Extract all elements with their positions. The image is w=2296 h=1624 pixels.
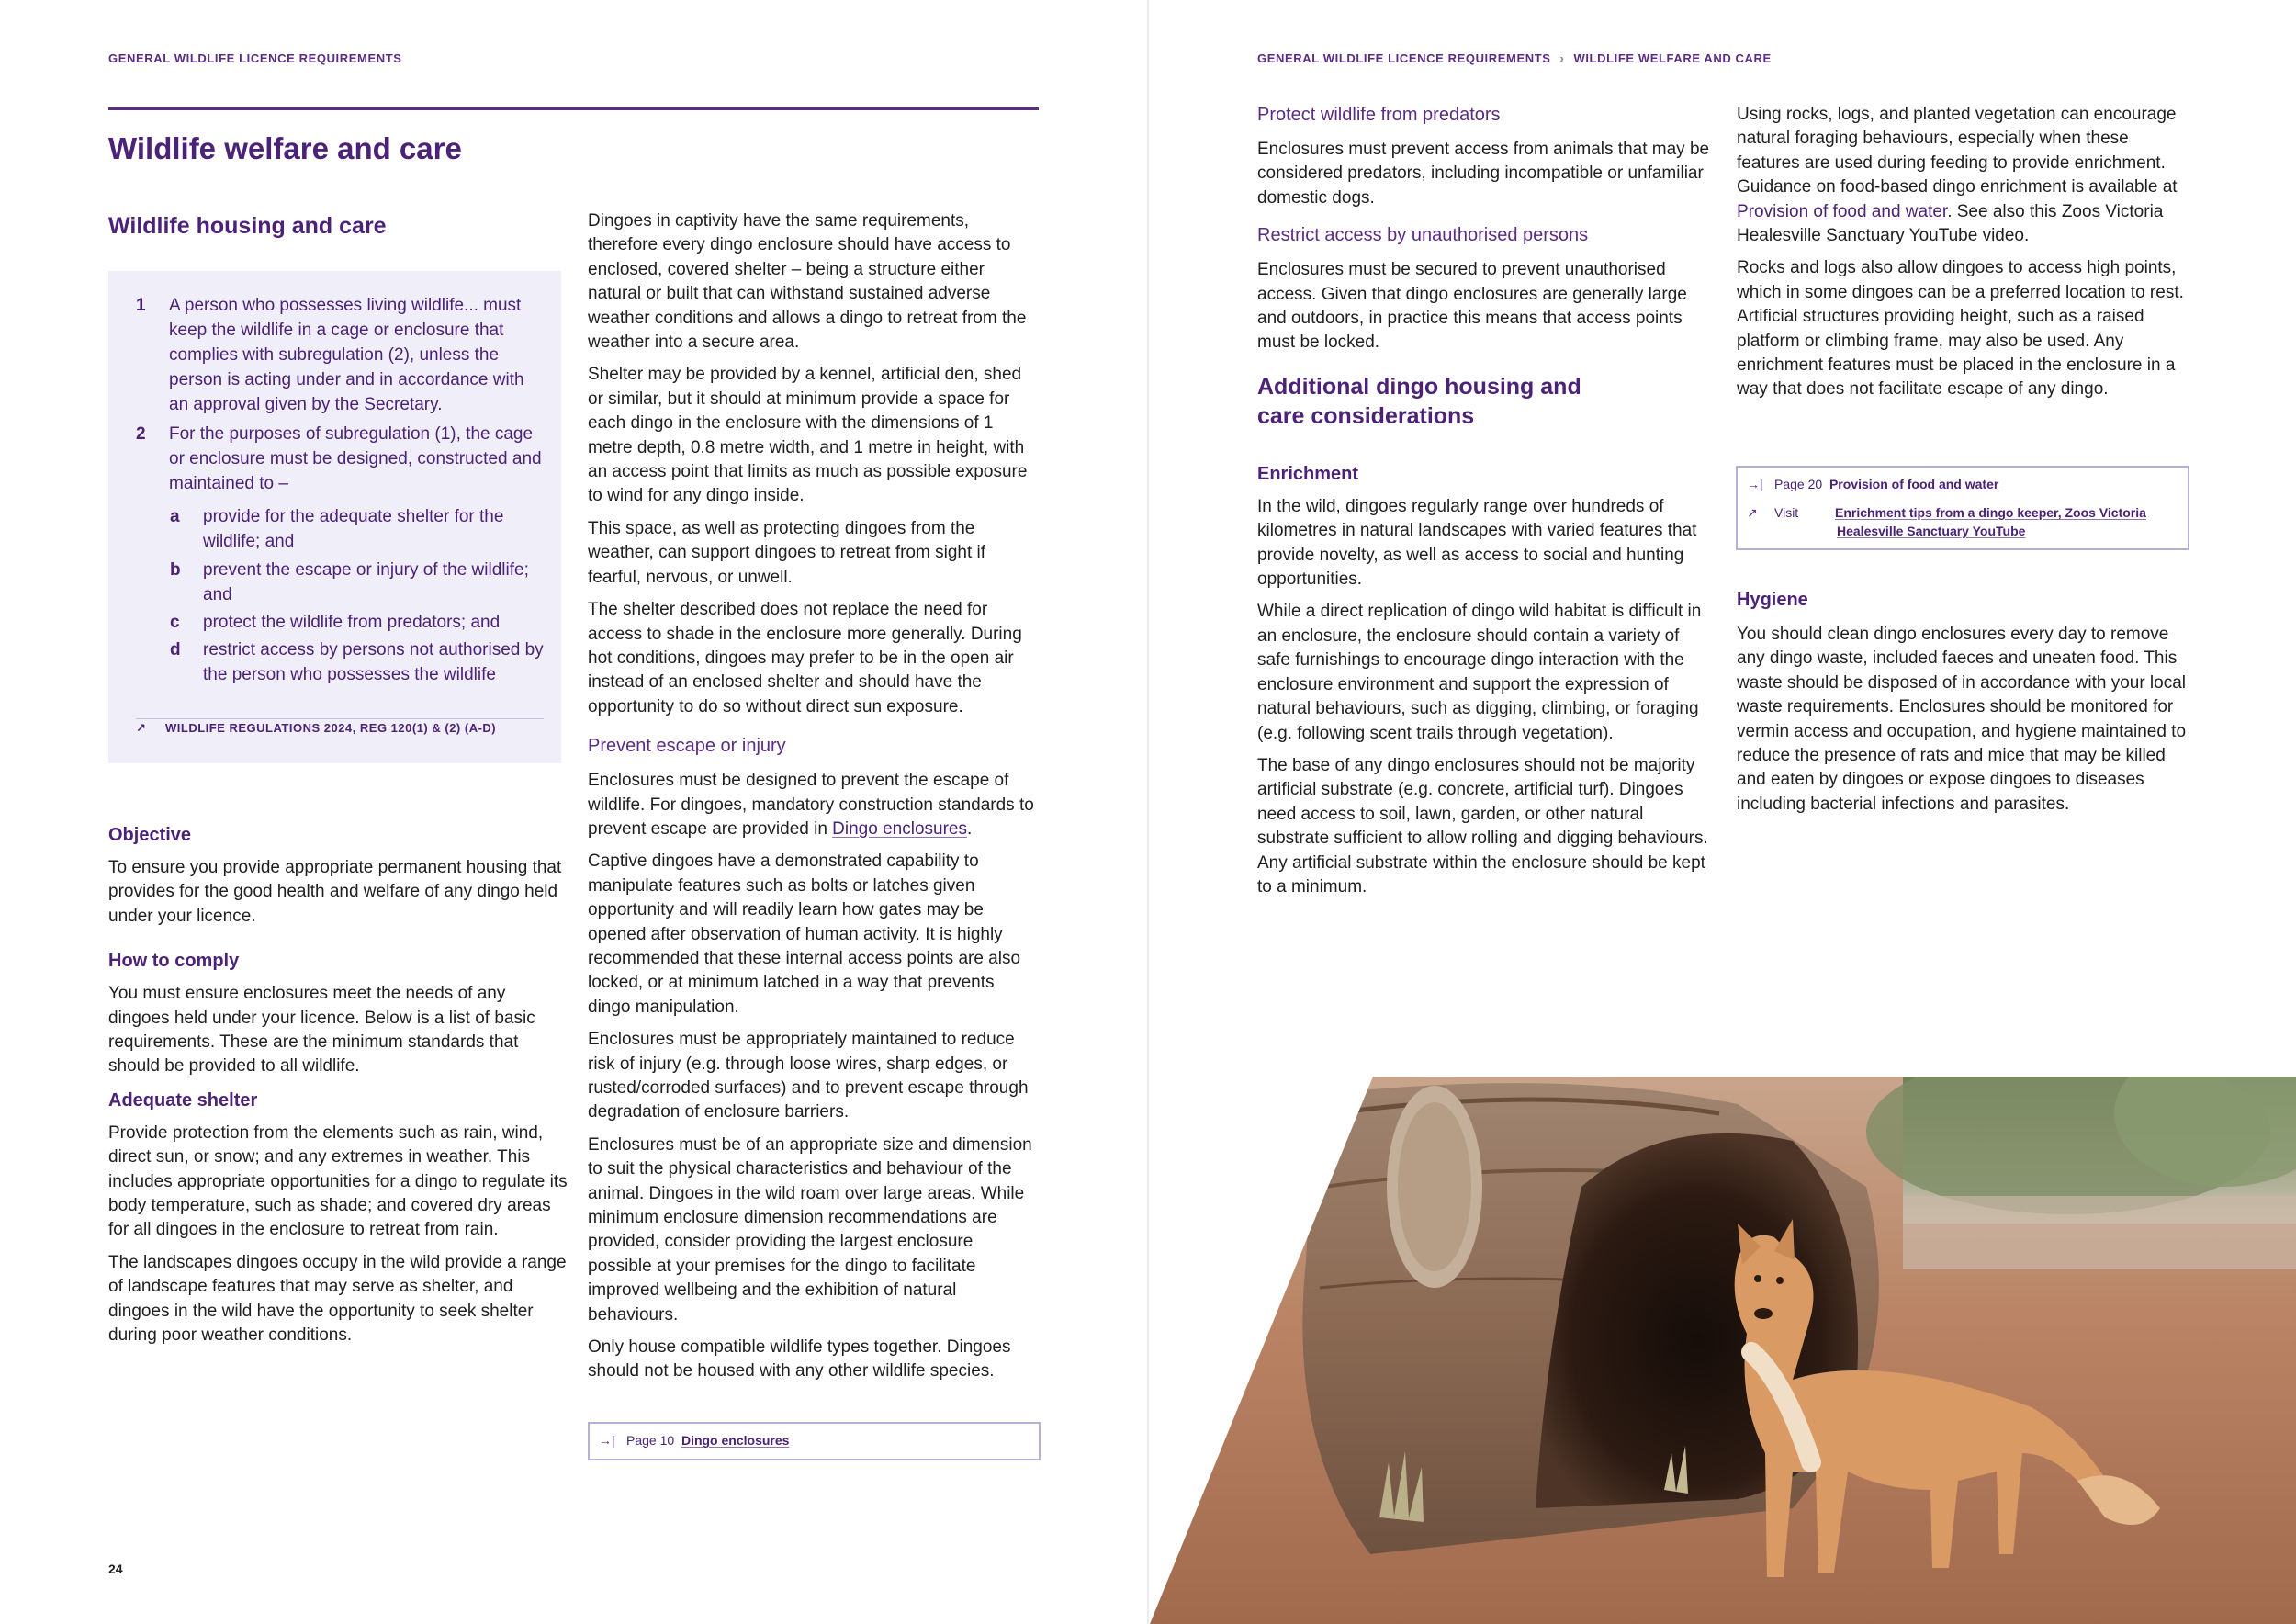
regulation-subitem-text: restrict access by persons not authorised by the person who possesses the wildlife <box>203 640 544 684</box>
regulation-item-number: 1 <box>136 296 146 315</box>
regulation-source <box>136 721 496 736</box>
hygiene-heading: Hygiene <box>1737 590 1808 610</box>
provision-food-water-link[interactable]: Provision of food and water <box>1737 201 1948 221</box>
right-column-2-body <box>1737 103 2196 411</box>
external-reference-row[interactable] <box>1747 503 2146 540</box>
page-reference-link[interactable]: Dingo enclosures <box>681 1433 790 1448</box>
regulation-subitem-text: provide for the adequate shelter for the wildlife; and <box>203 507 504 551</box>
shelter-text-2: Shelter may be provided by a kennel, artificial den, shed or similar, but it should at minimum provide a space for each dingo in the enclosure with the dimensions of 1 metre depth, 0.8 metre width, and 1 metre in height, with an access point that limits as much as possible exposure to wind for any dingo inside. <box>588 365 1028 506</box>
restrict-access-text: Enclosures must be secured to prevent unauthorised access. Given that dingo enclosures are generally large and outdoors, in practice this means that access points must be locked. <box>1257 260 1687 353</box>
page-reference-number: Page 10 <box>626 1433 675 1448</box>
regulation-subitem-text: protect the wildlife from predators; and <box>203 613 501 632</box>
enrichment-text-1: In the wild, dingoes regularly range over hundreds of kilometres in natural landscapes with varied features that provide novelty, as well as access to social and hunting opportunities. <box>1257 496 1697 590</box>
external-link-icon: ↗ <box>136 721 147 735</box>
shelter-text-3: This space, as well as protecting dingoes from the weather, can support dingoes to retreat from sight if fearful, nervous, or unwell. <box>588 518 986 587</box>
adequate-shelter-text-1: Provide protection from the elements such as rain, wind, direct sun, or snow; and any extremes in weather. This includes appropriate opportunities for a dingo to regulate its body temperature, such as shade; and covered dry areas for all dingoes in the enclosure to retreat from rain. <box>108 1122 568 1240</box>
hygiene-text: You should clean dingo enclosures every day to remove any dingo waste, included faeces and uneaten food. This waste should be disposed of in accordance with your local waste requirements. Enclosures should be monitored for vermin access and occupation, and hygiene maintained to reduce the presence of rats and mice that may be killed and eaten by dingoes or expose dingoes to diseases including bacterial infections and parasites. <box>1737 625 2187 814</box>
breadcrumb-root[interactable]: GENERAL WILDLIFE LICENCE REQUIREMENTS <box>108 51 402 65</box>
page-reference-number: Page 20 <box>1774 477 1823 491</box>
prevent-escape-heading: Prevent escape or injury <box>588 736 786 757</box>
compatible-wildlife-text: Only house compatible wildlife types together. Dingoes should not be housed with any other wildlife species. <box>588 1337 1011 1382</box>
restrict-access-heading: Restrict access by unauthorised persons <box>1257 225 1589 246</box>
reference-box <box>1736 466 2189 550</box>
enclosure-size-text: Enclosures must be of an appropriate size and dimension to suit the physical characteristics and behaviour of the animal. Dingoes in the wild roam over large areas. While minimum enclosure dimension recommendations are provided, consider providing the largest enclosure possible at your premises for the dingo to facilitate improved wellbeing and the exhibition of natural behaviours. <box>588 1134 1032 1325</box>
objective-heading: Objective <box>108 825 192 845</box>
external-reference-label: Visit <box>1774 505 1799 520</box>
page-title: Wildlife welfare and care <box>108 131 462 165</box>
prevent-escape-text: Enclosures must be designed to prevent the escape of wildlife. For dingoes, mandatory construction standards to prevent escape are provided in Dingo enclosures. <box>588 771 1034 839</box>
regulation-quote-box <box>108 271 561 763</box>
page-reference-row[interactable] <box>599 1431 789 1449</box>
regulation-subitem-letter: a <box>170 507 180 526</box>
page-reference-row[interactable] <box>1747 475 1998 493</box>
protect-predators-text: Enclosures must prevent access from animals that may be considered predators, including incompatible or unfamiliar domestic dogs. <box>1257 140 1710 208</box>
page-reference-box <box>588 1422 1041 1460</box>
regulation-source-text: WILDLIFE REGULATIONS 2024, REG 120(1) & (2) (A-D) <box>165 721 497 735</box>
adequate-shelter-text-2: The landscapes dingoes occupy in the wild provide a range of landscape features that may serve as shelter, and dingoes in the wild have the opportunity to seek shelter during poor weather conditions. <box>108 1252 567 1346</box>
column-1-body <box>108 823 568 1357</box>
high-points-text: Rocks and logs also allow dingoes to access high points, which in some dingoes can be a preferred location to rest. Artificial structures providing height, such as a raised platform or climbing frame, may also be used. Any enrichment features must be placed in the enclosure in a way that does not facilitate escape of any dingo. <box>1737 258 2184 400</box>
breadcrumb <box>108 51 402 65</box>
regulation-subitem-text: prevent the escape or injury of the wildlife; and <box>203 560 529 604</box>
objective-text: To ensure you provide appropriate permanent housing that provides for the good health and welfare of any dingo held under your licence. <box>108 858 562 926</box>
column-2-body <box>588 209 1041 1393</box>
regulation-subitem-letter: b <box>170 560 181 580</box>
left-page <box>0 0 1147 1624</box>
dingo-enclosures-link[interactable]: Dingo enclosures <box>832 818 967 839</box>
breadcrumb-root[interactable]: GENERAL WILDLIFE LICENCE REQUIREMENTS <box>1257 51 1551 65</box>
regulation-item-text: A person who possesses living wildlife... must keep the wildlife in a cage or enclosure that complies with subregulation (2), unless the person is acting under and in accordance with an approval given by the Secretary. <box>169 296 524 414</box>
enrichment-text-2: While a direct replication of dingo wild habitat is difficult in an enclosure, the enclosure should contain a variety of safe furnishings to encourage dingo interaction with the enclosure environment and support the expression of natural behaviours, such as digging, climbing, or foraging (e.g. following scent trails through vegetation). <box>1257 602 1702 743</box>
additional-considerations-heading: Additional dingo housing and care considerations <box>1257 373 1581 429</box>
enrichment-text-3: The base of any dingo enclosures should not be majority artificial substrate (e.g. concrete, artificial turf). Dingoes need access to soil, lawn, garden, or other natural substrate sufficient to allow rolling and digging behaviours. Any artificial substrate within the enclosure should be kept to a minimum. <box>1257 755 1708 897</box>
enrichment-heading: Enrichment <box>1257 463 1359 484</box>
manipulation-text: Captive dingoes have a demonstrated capability to manipulate features such as bolts or latches given opportunity and will readily learn how gates may be opened after observation of human activity. It is highly recommended that these internal access points are also locked, or at minimum latched in a way that prevents dingo manipulation. <box>588 851 1021 1017</box>
breadcrumb <box>1257 51 1772 65</box>
page-jump-icon: →| <box>1747 477 1763 491</box>
regulation-subitem-letter: c <box>170 613 180 632</box>
page-reference-link[interactable]: Provision of food and water <box>1829 477 1999 491</box>
regulation-divider <box>136 718 544 719</box>
how-to-comply-heading: How to comply <box>108 951 240 972</box>
shelter-text-4: The shelter described does not replace the need for access to shade in the enclosure more generally. During hot conditions, dingoes may prefer to be in the open air instead of an enclosed shelter and should have the opportunity to do so without direct sun exposure. <box>588 600 1022 716</box>
shelter-text-1: Dingoes in captivity have the same requirements, therefore every dingo enclosure should have access to enclosed, covered shelter – being a structure either natural or built that can withstand sustained adverse weather conditions and allows a dingo to retreat from the weather into a secure area. <box>588 211 1027 353</box>
breadcrumb-current[interactable]: WILDLIFE WELFARE AND CARE <box>1573 51 1772 65</box>
right-column-1-body <box>1257 103 1716 908</box>
external-reference-link[interactable]: Enrichment tips from a dingo keeper, Zoos Victoria Healesville Sanctuary YouTube <box>1835 505 2146 538</box>
regulation-item-number: 2 <box>136 424 146 444</box>
section-title: Wildlife housing and care <box>108 213 387 239</box>
how-to-comply-text: You must ensure enclosures meet the needs of any dingoes held under your licence. Below is a list of basic requirements. These are the minimum standards that should be provided to all wildlife. <box>108 984 535 1077</box>
breadcrumb-chevron-icon: › <box>1559 51 1565 65</box>
page-number: 24 <box>108 1562 123 1576</box>
foraging-text: Using rocks, logs, and planted vegetation can encourage natural foraging behaviours, especially when these features are used during feeding to provide enrichment. Guidance on food-based dingo enrichment is available at Provision of food and water. See also this Zoos Victoria Healesville Sanctuary YouTube video. <box>1737 105 2178 246</box>
hygiene-section <box>1737 588 2196 825</box>
adequate-shelter-heading: Adequate shelter <box>108 1089 258 1111</box>
regulation-item-text: For the purposes of subregulation (1), the cage or enclosure must be designed, constructed and maintained to – <box>169 424 542 493</box>
dingo-photo <box>1150 1077 2296 1624</box>
maintenance-text: Enclosures must be appropriately maintained to reduce risk of injury (e.g. through loose wires, sharp edges, or rusted/corroded surfaces) and to prevent escape through degradation of enclosure barriers. <box>588 1030 1029 1122</box>
regulation-subitem-letter: d <box>170 640 181 660</box>
title-rule <box>108 107 1039 110</box>
protect-predators-heading: Protect wildlife from predators <box>1257 105 1501 125</box>
page-jump-icon: →| <box>599 1433 615 1448</box>
external-link-icon: ↗ <box>1747 505 1758 520</box>
